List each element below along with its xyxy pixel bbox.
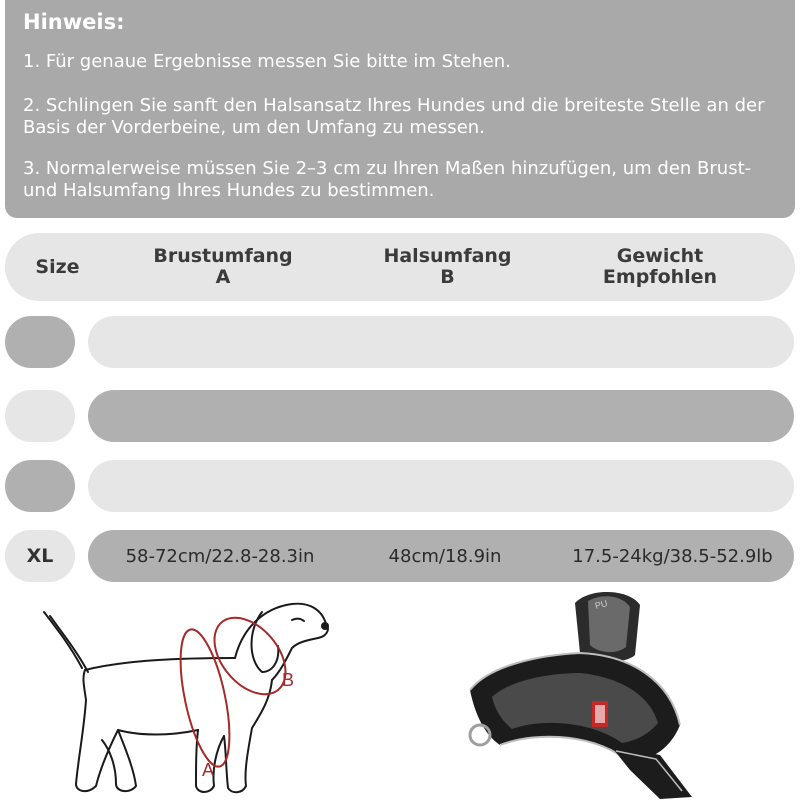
header-chest-sub: A: [215, 266, 231, 288]
header-weight-label: Gewicht: [616, 245, 704, 267]
table-row: [88, 316, 794, 368]
dog-outline-icon: [30, 590, 340, 800]
header-weight: [560, 233, 760, 301]
measure-label-b: B: [282, 670, 295, 690]
harness-product-icon: [430, 585, 720, 800]
header-size-label: Size: [35, 255, 80, 278]
xl-chest-value: 58-72cm/22.8-28.3in: [125, 545, 315, 567]
header-neck: [345, 233, 550, 301]
table-row: [88, 390, 794, 442]
table-row-size-cell: [5, 460, 75, 512]
note-item-2: 2. Schlingen Sie sanft den Halsansatz Ihres Hundes und die breiteste Stelle an der Basis der Vorderbeine, um den Umfang zu messen.: [23, 95, 765, 138]
header-chest: [118, 233, 328, 301]
header-weight-sub: Empfohlen: [602, 266, 718, 288]
measure-label-a: A: [202, 760, 215, 780]
table-row: [88, 460, 794, 512]
xl-weight-value: 17.5-24kg/38.5-52.9lb: [572, 545, 773, 567]
note-title: Hinweis:: [23, 10, 125, 34]
size-table-header: [5, 233, 795, 301]
header-neck-sub: B: [440, 266, 455, 288]
table-row-size-cell: [5, 390, 75, 442]
note-item-3: 3. Normalerweise müssen Sie 2–3 cm zu Ihren Maßen hinzufügen, um den Brust- und Halsumfang Ihres Hundes zu bestimmen.: [23, 158, 752, 201]
size-xl-label: XL: [26, 545, 54, 567]
xl-neck-value: 48cm/18.9in: [388, 545, 502, 567]
note-item-1: 1. Für genaue Ergebnisse messen Sie bitte im Stehen.: [23, 51, 511, 72]
note-panel: [5, 0, 795, 218]
header-neck-label: Halsumfang: [383, 245, 512, 267]
header-size: [15, 233, 100, 301]
svg-text:PU: PU: [593, 598, 609, 611]
table-row-size-cell: [5, 316, 75, 368]
header-chest-label: Brustumfang: [153, 245, 293, 267]
